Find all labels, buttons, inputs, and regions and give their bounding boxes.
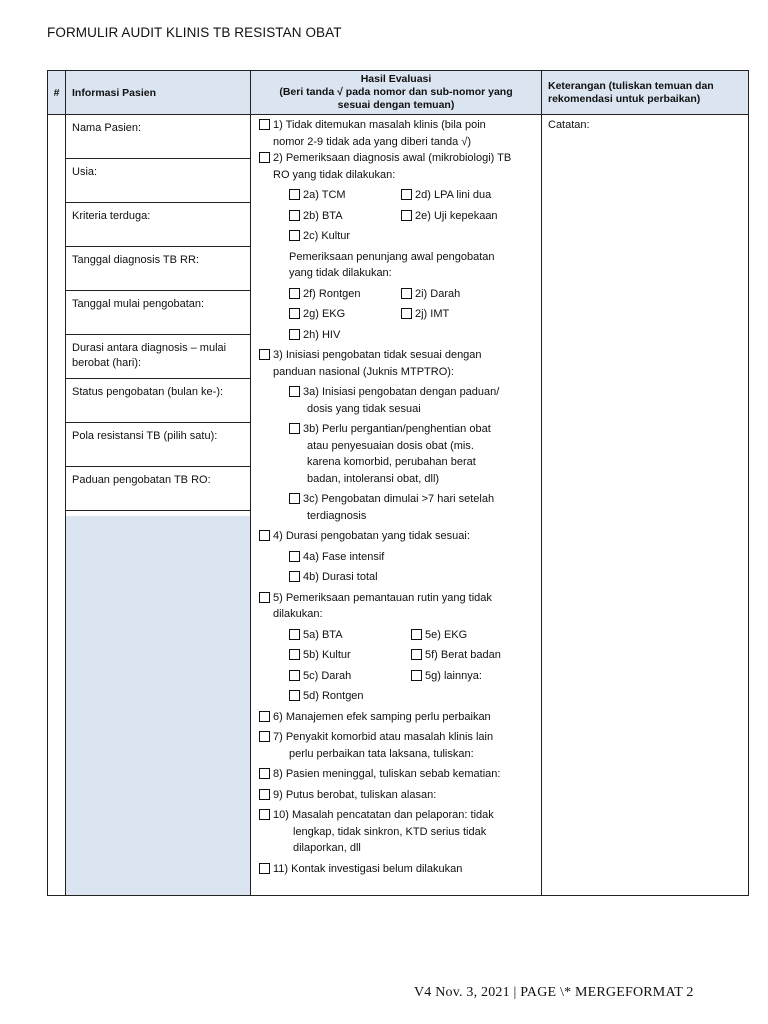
header-evaluation bbox=[251, 71, 542, 115]
header-evaluation-title: Hasil Evaluasi bbox=[360, 73, 432, 85]
item-3-label: 3) Inisiasi pengobatan tidak sesuai dengan bbox=[273, 349, 482, 361]
patient-fields bbox=[66, 115, 250, 515]
checkbox-6[interactable] bbox=[259, 711, 270, 722]
header-number: # bbox=[48, 71, 66, 115]
item-10-label: 10) Masalah pencatatan dan pelaporan: tidak bbox=[273, 809, 494, 821]
page-footer: V4 Nov. 3, 2021 | PAGE \* MERGEFORMAT 2 bbox=[414, 985, 694, 1000]
shaded-area bbox=[66, 516, 250, 895]
item-10-cont-1: lengkap, tidak sinkron, KTD serius tidak bbox=[293, 825, 487, 838]
item-11-label: 11) Kontak investigasi belum dilakukan bbox=[273, 862, 463, 875]
field-diagnosis-to-treatment-duration[interactable]: Durasi antara diagnosis – mulai berobat (hari): bbox=[66, 335, 250, 379]
item-7-label: 7) Penyakit komorbid atau masalah klinis lain bbox=[273, 731, 494, 743]
item-5f-label: 5f) Berat badan bbox=[425, 649, 501, 661]
checkbox-2b[interactable] bbox=[289, 210, 300, 221]
checkbox-9[interactable] bbox=[259, 789, 270, 800]
item-4b-label: 4b) Durasi total bbox=[303, 571, 378, 583]
notes-label: Catatan: bbox=[548, 119, 590, 131]
item-4-label: 4) Durasi pengobatan yang tidak sesuai: bbox=[273, 530, 470, 542]
item-5g-label: 5g) lainnya: bbox=[425, 669, 482, 682]
page-title: FORMULIR AUDIT KLINIS TB RESISTAN OBAT bbox=[47, 25, 342, 40]
patient-info-cell bbox=[66, 115, 251, 896]
checkbox-3c[interactable] bbox=[289, 493, 300, 504]
checkbox-5a[interactable] bbox=[289, 629, 300, 640]
checkbox-5b[interactable] bbox=[289, 649, 300, 660]
field-suspect-criteria[interactable]: Kriteria terduga: bbox=[66, 203, 250, 247]
checkbox-2j[interactable] bbox=[401, 308, 412, 319]
item-2e-label: 2e) Uji kepekaan bbox=[415, 209, 498, 222]
field-treatment-status[interactable]: Status pengobatan (bulan ke-): bbox=[66, 379, 250, 423]
checkbox-7[interactable] bbox=[259, 731, 270, 742]
item-2-label: 2) Pemeriksaan diagnosis awal (mikrobiologi) TB bbox=[273, 152, 512, 164]
item-4a-label: 4a) Fase intensif bbox=[303, 550, 385, 563]
checkbox-4b[interactable] bbox=[289, 571, 300, 582]
checkbox-5[interactable] bbox=[259, 592, 270, 603]
item-2-cont: RO yang tidak dilakukan: bbox=[273, 168, 396, 181]
checkbox-3a[interactable] bbox=[289, 386, 300, 397]
item-3b-cont-3: badan, intoleransi obat, dll) bbox=[307, 472, 440, 485]
item-3b-cont-1: atau penyesuaian dosis obat (mis. bbox=[307, 439, 474, 452]
checkbox-3b[interactable] bbox=[289, 423, 300, 434]
item-3c-cont: terdiagnosis bbox=[307, 509, 367, 522]
item-1-cont: nomor 2-9 tidak ada yang diberi tanda √) bbox=[273, 135, 472, 148]
item-3b-cont-2: karena komorbid, perubahan berat bbox=[307, 456, 476, 468]
item-2d-label: 2d) LPA lini dua bbox=[415, 189, 492, 201]
evaluation-cell bbox=[251, 115, 542, 896]
support-exam-title-cont: yang tidak dilakukan: bbox=[289, 267, 392, 279]
item-2b-label: 2b) BTA bbox=[303, 209, 343, 222]
item-9-label: 9) Putus berobat, tuliskan alasan: bbox=[273, 788, 437, 801]
field-regimen[interactable]: Paduan pengobatan TB RO: bbox=[66, 467, 250, 511]
checkbox-2d[interactable] bbox=[401, 189, 412, 200]
checkbox-2e[interactable] bbox=[401, 210, 412, 221]
item-5b-label: 5b) Kultur bbox=[303, 649, 351, 661]
item-2g-label: 2g) EKG bbox=[303, 308, 346, 320]
field-diagnosis-date[interactable]: Tanggal diagnosis TB RR: bbox=[66, 247, 250, 291]
checkbox-8[interactable] bbox=[259, 768, 270, 779]
checkbox-1[interactable] bbox=[259, 119, 270, 130]
checkbox-11[interactable] bbox=[259, 863, 270, 874]
checkbox-5g[interactable] bbox=[411, 670, 422, 681]
header-notes: Keterangan (tuliskan temuan dan rekomendasi untuk perbaikan) bbox=[542, 71, 749, 115]
item-7-cont: perlu perbaikan tata laksana, tuliskan: bbox=[289, 747, 474, 760]
item-3a-cont: dosis yang tidak sesuai bbox=[307, 402, 421, 415]
checkbox-2a[interactable] bbox=[289, 189, 300, 200]
item-2f-label: 2f) Rontgen bbox=[303, 287, 361, 300]
checkbox-4[interactable] bbox=[259, 530, 270, 541]
notes-cell[interactable] bbox=[542, 115, 749, 896]
field-age[interactable]: Usia: bbox=[66, 159, 250, 203]
item-2h-label: 2h) HIV bbox=[303, 328, 341, 341]
item-2a-label: 2a) TCM bbox=[303, 189, 346, 201]
field-patient-name[interactable]: Nama Pasien: bbox=[66, 115, 250, 159]
item-6-label: 6) Manajemen efek samping perlu perbaikan bbox=[273, 710, 491, 723]
item-3a-label: 3a) Inisiasi pengobatan dengan paduan/ bbox=[303, 386, 500, 398]
checkbox-10[interactable] bbox=[259, 809, 270, 820]
checkbox-5c[interactable] bbox=[289, 670, 300, 681]
checkbox-2i[interactable] bbox=[401, 288, 412, 299]
field-resistance-pattern[interactable]: Pola resistansi TB (pilih satu): bbox=[66, 423, 250, 467]
audit-table bbox=[47, 70, 749, 896]
item-5d-label: 5d) Rontgen bbox=[303, 690, 364, 702]
header-evaluation-subtitle: (Beri tanda √ pada nomor dan sub-nomor yang sesuai dengan temuan) bbox=[279, 86, 513, 111]
item-5-cont: dilakukan: bbox=[273, 608, 323, 620]
item-3b-label: 3b) Perlu pergantian/penghentian obat bbox=[303, 423, 491, 435]
item-5e-label: 5e) EKG bbox=[425, 628, 468, 641]
item-3-cont: panduan nasional (Juknis MTPTRO): bbox=[273, 365, 454, 378]
checkbox-5e[interactable] bbox=[411, 629, 422, 640]
checkbox-3[interactable] bbox=[259, 349, 270, 360]
checkbox-2h[interactable] bbox=[289, 329, 300, 340]
checkbox-2g[interactable] bbox=[289, 308, 300, 319]
item-10-cont-2: dilaporkan, dll bbox=[293, 842, 361, 854]
item-5-label: 5) Pemeriksaan pemantauan rutin yang tidak bbox=[273, 591, 492, 604]
item-3c-label: 3c) Pengobatan dimulai >7 hari setelah bbox=[303, 493, 495, 505]
item-1-label: 1) Tidak ditemukan masalah klinis (bila poin bbox=[273, 119, 486, 131]
checkbox-2c[interactable] bbox=[289, 230, 300, 241]
checkbox-2f[interactable] bbox=[289, 288, 300, 299]
checkbox-5d[interactable] bbox=[289, 690, 300, 701]
item-8-label: 8) Pasien meninggal, tuliskan sebab kematian: bbox=[273, 768, 501, 780]
checkbox-4a[interactable] bbox=[289, 551, 300, 562]
header-patient-info: Informasi Pasien bbox=[66, 71, 251, 115]
item-5c-label: 5c) Darah bbox=[303, 669, 352, 682]
checkbox-2[interactable] bbox=[259, 152, 270, 163]
support-exam-title: Pemeriksaan penunjang awal pengobatan bbox=[289, 250, 495, 263]
field-treatment-start-date[interactable]: Tanggal mulai pengobatan: bbox=[66, 291, 250, 335]
checkbox-5f[interactable] bbox=[411, 649, 422, 660]
number-cell bbox=[48, 115, 66, 896]
item-2j-label: 2j) IMT bbox=[415, 308, 450, 320]
item-2i-label: 2i) Darah bbox=[415, 287, 461, 300]
item-2c-label: 2c) Kultur bbox=[303, 230, 351, 242]
item-5a-label: 5a) BTA bbox=[303, 628, 343, 641]
